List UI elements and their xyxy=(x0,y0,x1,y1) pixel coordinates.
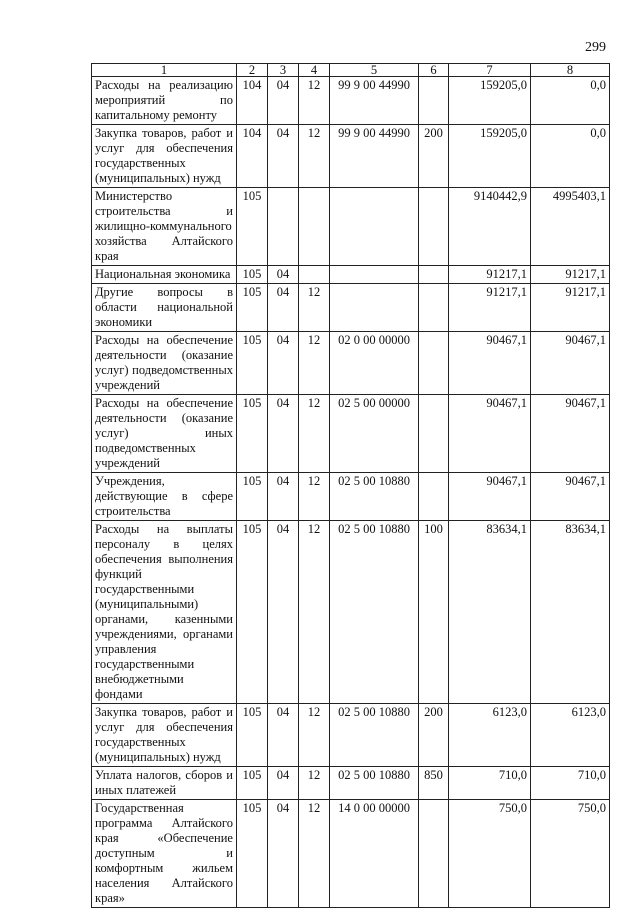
section-code: 04 xyxy=(268,704,299,767)
section-code: 04 xyxy=(268,77,299,125)
amount-2: 91217,1 xyxy=(531,284,610,332)
expense-type-code xyxy=(419,284,449,332)
subsection-code: 12 xyxy=(299,767,330,800)
page-number: 299 xyxy=(585,40,606,55)
row-name: Закупка товаров, работ и услуг для обеспечения государственных (муниципальных) нужд xyxy=(92,704,237,767)
target-article-code: 02 5 00 00000 xyxy=(330,395,419,473)
expense-type-code: 850 xyxy=(419,767,449,800)
expense-type-code xyxy=(419,395,449,473)
target-article-code: 02 5 00 10880 xyxy=(330,521,419,704)
target-article-code: 14 0 00 00000 xyxy=(330,800,419,908)
row-name: Закупка товаров, работ и услуг для обеспечения государственных (муниципальных) нужд xyxy=(92,125,237,188)
amount-1: 90467,1 xyxy=(449,332,531,395)
subsection-code: 12 xyxy=(299,284,330,332)
amount-2: 90467,1 xyxy=(531,473,610,521)
ministry-code: 104 xyxy=(237,77,268,125)
ministry-code: 105 xyxy=(237,266,268,284)
row-name: Уплата налогов, сборов и иных платежей xyxy=(92,767,237,800)
row-name: Учреждения, действующие в сфере строительства xyxy=(92,473,237,521)
table-row xyxy=(92,266,610,284)
section-code xyxy=(268,188,299,266)
table-row xyxy=(92,332,610,395)
ministry-code: 105 xyxy=(237,332,268,395)
section-code: 04 xyxy=(268,332,299,395)
subsection-code: 12 xyxy=(299,704,330,767)
ministry-code: 105 xyxy=(237,395,268,473)
subsection-code: 12 xyxy=(299,77,330,125)
column-header: 6 xyxy=(419,64,449,77)
table-header-row xyxy=(92,64,610,77)
expense-type-code: 200 xyxy=(419,125,449,188)
table-row xyxy=(92,704,610,767)
section-code: 04 xyxy=(268,284,299,332)
expense-type-code xyxy=(419,332,449,395)
ministry-code: 105 xyxy=(237,188,268,266)
table-row xyxy=(92,77,610,125)
ministry-code: 104 xyxy=(237,125,268,188)
ministry-code: 105 xyxy=(237,284,268,332)
expense-type-code xyxy=(419,188,449,266)
ministry-code: 105 xyxy=(237,473,268,521)
row-name: Другие вопросы в области национальной экономики xyxy=(92,284,237,332)
ministry-code: 105 xyxy=(237,521,268,704)
ministry-code: 105 xyxy=(237,800,268,908)
section-code: 04 xyxy=(268,800,299,908)
subsection-code: 12 xyxy=(299,332,330,395)
amount-2: 91217,1 xyxy=(531,266,610,284)
row-name: Расходы на реализацию мероприятий по капитальному ремонту xyxy=(92,77,237,125)
amount-1: 9140442,9 xyxy=(449,188,531,266)
section-code: 04 xyxy=(268,767,299,800)
table-row xyxy=(92,188,610,266)
target-article-code: 02 5 00 10880 xyxy=(330,704,419,767)
amount-2: 0,0 xyxy=(531,77,610,125)
expense-type-code xyxy=(419,800,449,908)
table-row xyxy=(92,767,610,800)
amount-2: 83634,1 xyxy=(531,521,610,704)
table-row xyxy=(92,521,610,704)
section-code: 04 xyxy=(268,125,299,188)
column-header: 4 xyxy=(299,64,330,77)
amount-2: 6123,0 xyxy=(531,704,610,767)
amount-1: 750,0 xyxy=(449,800,531,908)
target-article-code: 02 5 00 10880 xyxy=(330,473,419,521)
column-header: 7 xyxy=(449,64,531,77)
amount-1: 90467,1 xyxy=(449,395,531,473)
column-header: 5 xyxy=(330,64,419,77)
table-row xyxy=(92,800,610,908)
target-article-code: 99 9 00 44990 xyxy=(330,77,419,125)
column-header: 8 xyxy=(531,64,610,77)
amount-2: 750,0 xyxy=(531,800,610,908)
section-code: 04 xyxy=(268,266,299,284)
amount-1: 83634,1 xyxy=(449,521,531,704)
section-code: 04 xyxy=(268,473,299,521)
subsection-code: 12 xyxy=(299,473,330,521)
subsection-code: 12 xyxy=(299,521,330,704)
amount-1: 6123,0 xyxy=(449,704,531,767)
target-article-code xyxy=(330,266,419,284)
section-code: 04 xyxy=(268,395,299,473)
expense-type-code xyxy=(419,473,449,521)
amount-2: 710,0 xyxy=(531,767,610,800)
amount-1: 710,0 xyxy=(449,767,531,800)
amount-1: 91217,1 xyxy=(449,284,531,332)
target-article-code: 02 0 00 00000 xyxy=(330,332,419,395)
target-article-code: 02 5 00 10880 xyxy=(330,767,419,800)
amount-1: 90467,1 xyxy=(449,473,531,521)
table-row xyxy=(92,473,610,521)
expense-type-code: 200 xyxy=(419,704,449,767)
target-article-code: 99 9 00 44990 xyxy=(330,125,419,188)
row-name: Расходы на обеспечение деятельности (оказание услуг) иных подведомственных учреждений xyxy=(92,395,237,473)
ministry-code: 105 xyxy=(237,767,268,800)
subsection-code xyxy=(299,266,330,284)
amount-2: 4995403,1 xyxy=(531,188,610,266)
subsection-code: 12 xyxy=(299,395,330,473)
row-name: Министерство строительства и жилищно-коммунального хозяйства Алтайского края xyxy=(92,188,237,266)
expense-type-code xyxy=(419,77,449,125)
row-name: Расходы на выплаты персоналу в целях обеспечения выполнения функций государственными (муниципальными) органами, казенными учреждениями, органами управления государственными внебюджетными фондами xyxy=(92,521,237,704)
column-header: 2 xyxy=(237,64,268,77)
expense-type-code xyxy=(419,266,449,284)
target-article-code xyxy=(330,188,419,266)
table-row xyxy=(92,125,610,188)
section-code: 04 xyxy=(268,521,299,704)
table-row xyxy=(92,284,610,332)
subsection-code xyxy=(299,188,330,266)
amount-2: 0,0 xyxy=(531,125,610,188)
amount-1: 159205,0 xyxy=(449,77,531,125)
subsection-code: 12 xyxy=(299,800,330,908)
expense-type-code: 100 xyxy=(419,521,449,704)
budget-table xyxy=(91,63,610,908)
amount-2: 90467,1 xyxy=(531,395,610,473)
amount-1: 91217,1 xyxy=(449,266,531,284)
table-row xyxy=(92,395,610,473)
subsection-code: 12 xyxy=(299,125,330,188)
amount-2: 90467,1 xyxy=(531,332,610,395)
target-article-code xyxy=(330,284,419,332)
amount-1: 159205,0 xyxy=(449,125,531,188)
row-name: Национальная экономика xyxy=(92,266,237,284)
row-name: Расходы на обеспечение деятельности (оказание услуг) подведомственных учреждений xyxy=(92,332,237,395)
column-header: 1 xyxy=(92,64,237,77)
ministry-code: 105 xyxy=(237,704,268,767)
column-header: 3 xyxy=(268,64,299,77)
row-name: Государственная программа Алтайского края «Обеспечение доступным и комфортным жильем населения Алтайского края» xyxy=(92,800,237,908)
